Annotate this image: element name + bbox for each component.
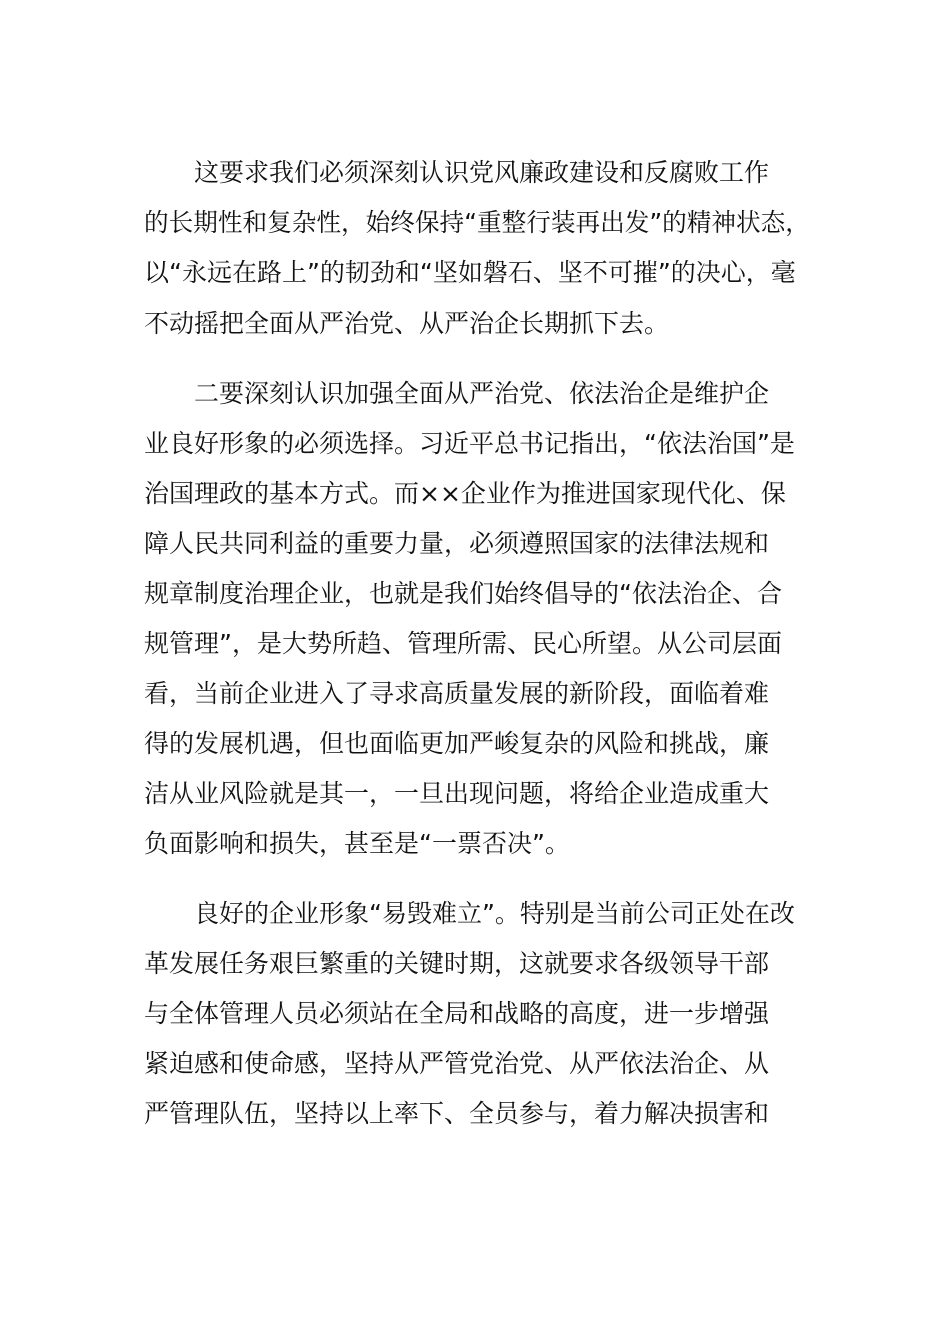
paragraph-2-line-1: 二要深刻认识加强全面从严治党、依法治企是维护企 <box>194 379 770 408</box>
paragraph-2-line-10: 负面影响和损失，甚至是“一票否决”。 <box>144 829 570 858</box>
paragraph-3-line-4: 紧迫感和使命感，坚持从严管党治党、从严依法治企、从 <box>144 1049 770 1078</box>
paragraph-2-line-7: 看，当前企业进入了寻求高质量发展的新阶段，面临着难 <box>144 679 770 708</box>
paragraph-3-line-5: 严管理队伍，坚持以上率下、全员参与，着力解决损害和 <box>144 1099 770 1128</box>
paragraph-1-line-4: 不动摇把全面从严治党、从严治企长期抓下去。 <box>144 309 670 338</box>
paragraph-3-line-1: 良好的企业形象“易毁难立”。特别是当前公司正处在改 <box>194 899 795 928</box>
paragraph-2-line-8: 得的发展机遇，但也面临更加严峻复杂的风险和挑战，廉 <box>144 729 770 758</box>
paragraph-1-line-2: 的长期性和复杂性，始终保持“重整行装再出发”的精神状态， <box>144 208 810 237</box>
paragraph-3-line-2: 革发展任务艰巨繁重的关键时期，这就要求各级领导干部 <box>144 949 770 978</box>
paragraph-1-line-1: 这要求我们必须深刻认识党风廉政建设和反腐败工作 <box>194 158 770 187</box>
paragraph-2-line-6: 规管理”，是大势所趋、管理所需、民心所望。从公司层面 <box>144 629 782 658</box>
paragraph-2-line-2: 业良好形象的必须选择。习近平总书记指出，“依法治国”是 <box>144 429 795 458</box>
paragraph-1-line-3: 以“永远在路上”的韧劲和“坚如磐石、坚不可摧”的决心，毫 <box>144 258 796 287</box>
paragraph-2-line-3: 治国理政的基本方式。而××企业作为推进国家现代化、保 <box>144 479 786 508</box>
paragraph-2-line-4: 障人民共同利益的重要力量，必须遵照国家的法律法规和 <box>144 529 770 558</box>
paragraph-2-line-9: 洁从业风险就是其一，一旦出现问题，将给企业造成重大 <box>144 779 770 808</box>
paragraph-3-line-3: 与全体管理人员必须站在全局和战略的高度，进一步增强 <box>144 999 770 1028</box>
paragraph-2-line-5: 规章制度治理企业，也就是我们始终倡导的“依法治企、合 <box>144 579 782 608</box>
